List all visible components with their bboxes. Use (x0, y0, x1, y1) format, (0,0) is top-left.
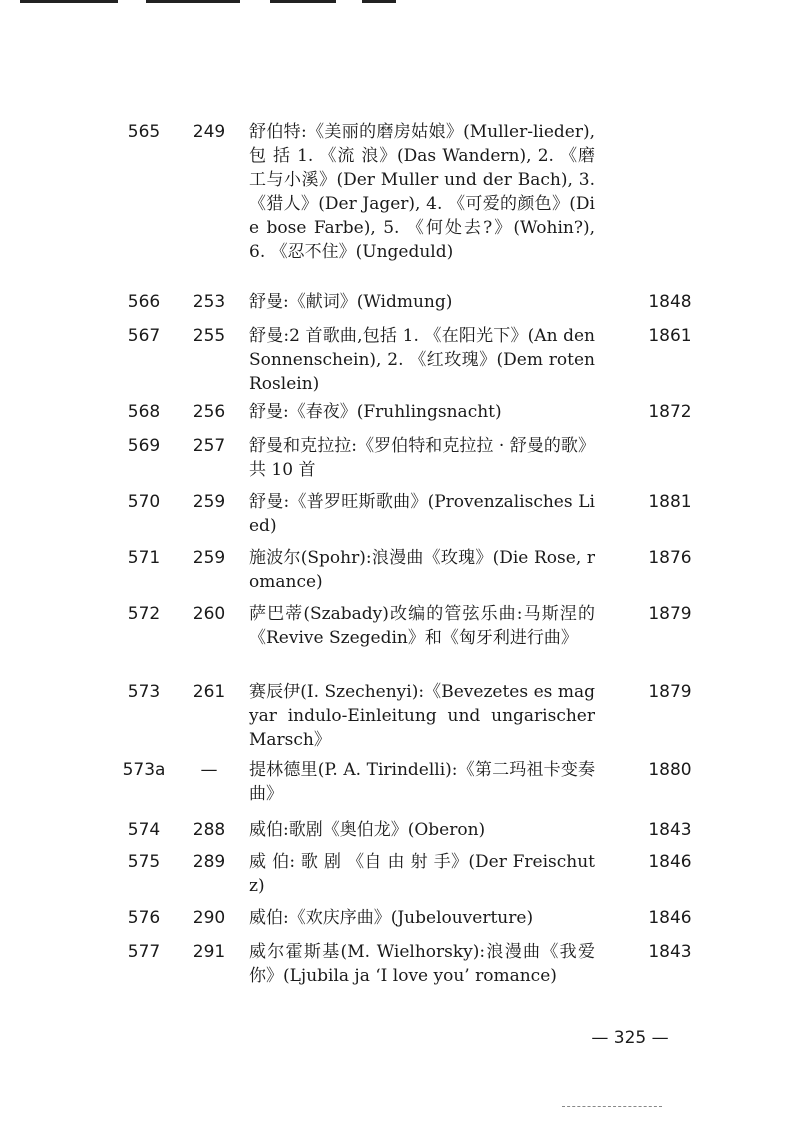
entry-description: 舒伯特:《美丽的磨房姑娘》(Muller-lieder), 包 括 1. 《流 浪》(Das Wandern), 2. 《磨工与小溪》(Der Muller und der Bach), 3. 《猎人》(Der Jager), 4. 《可爱的颜色》(Die bose Farbe), 5. 《何处去?》(Wohin?), 6. 《忍不住》(Ungeduld) (249, 122, 595, 262)
entry-description: 舒曼:《献词》(Widmung) (249, 292, 453, 312)
entry-description: 威尔霍斯基(M. Wielhorsky):浪漫曲《我爱你》(Ljubila ja ‘I love you’ romance) (249, 942, 595, 986)
entry-year: 1879 (648, 682, 692, 702)
entry-page: 288 (192, 820, 226, 840)
entry-page: 261 (192, 682, 226, 702)
entry-year: 1881 (648, 492, 692, 512)
entry-year: 1846 (648, 852, 692, 872)
entry-year: 1848 (648, 292, 692, 312)
entry-number: 570 (127, 492, 161, 512)
entry-year: 1872 (648, 402, 692, 422)
entry-page: 260 (192, 604, 226, 624)
entry-page: — (200, 760, 218, 780)
entry-page: 256 (192, 402, 226, 422)
entry-description: 威伯:歌剧《奥伯龙》(Oberon) (249, 820, 486, 840)
entry-number: 569 (127, 436, 161, 456)
page-number: — 325 — (591, 1028, 669, 1048)
entry-page: 289 (192, 852, 226, 872)
entry-description: 萨巴蒂(Szabady)改编的管弦乐曲:马斯涅的《Revive Szegedin》和《匈牙利进行曲》 (249, 604, 595, 648)
entry-description: 舒曼和克拉拉:《罗伯特和克拉拉 · 舒曼的歌》共 10 首 (249, 436, 595, 480)
top-rule (20, 0, 118, 3)
entry-number: 577 (127, 942, 161, 962)
entry-description: 舒曼:《普罗旺斯歌曲》(Provenzalisches Lied) (249, 492, 595, 536)
entry-year: 1880 (648, 760, 692, 780)
entry-number: 576 (127, 908, 161, 928)
entry-number: 565 (127, 122, 161, 142)
entry-number: 575 (127, 852, 161, 872)
entry-number: 573a (122, 760, 166, 780)
entry-page: 259 (192, 548, 226, 568)
top-rule (270, 0, 336, 3)
entry-number: 574 (127, 820, 161, 840)
entry-description: 舒曼:2 首歌曲,包括 1. 《在阳光下》(An den Sonnenschein), 2. 《红玫瑰》(Dem roten Roslein) (249, 326, 595, 394)
entry-page: 257 (192, 436, 226, 456)
entry-year: 1876 (648, 548, 692, 568)
entry-number: 573 (127, 682, 161, 702)
entry-year: 1879 (648, 604, 692, 624)
entry-page: 253 (192, 292, 226, 312)
entry-description: 赛辰伊(I. Szechenyi):《Bevezetes es magyar indulo-Einleitung und ungarischer Marsch》 (249, 682, 595, 750)
top-rule (362, 0, 396, 3)
top-rule (146, 0, 240, 3)
entry-description: 提林德里(P. A. Tirindelli):《第二玛祖卡变奏曲》 (249, 760, 595, 804)
entry-number: 566 (127, 292, 161, 312)
entry-year: 1843 (648, 820, 692, 840)
entry-number: 572 (127, 604, 161, 624)
entry-number: 567 (127, 326, 161, 346)
entry-year: 1846 (648, 908, 692, 928)
entry-description: 施波尔(Spohr):浪漫曲《玫瑰》(Die Rose, romance) (249, 548, 595, 592)
entry-description: 威伯:《欢庆序曲》(Jubelouverture) (249, 908, 534, 928)
bottom-rule (562, 1106, 662, 1107)
entry-year: 1861 (648, 326, 692, 346)
entry-page: 255 (192, 326, 226, 346)
entry-description: 舒曼:《春夜》(Fruhlingsnacht) (249, 402, 502, 422)
entry-year: 1843 (648, 942, 692, 962)
entry-number: 571 (127, 548, 161, 568)
entry-page: 249 (192, 122, 226, 142)
entry-page: 290 (192, 908, 226, 928)
entry-description: 威 伯: 歌 剧 《自 由 射 手》(Der Freischutz) (249, 852, 595, 896)
entry-number: 568 (127, 402, 161, 422)
entry-page: 259 (192, 492, 226, 512)
entry-page: 291 (192, 942, 226, 962)
